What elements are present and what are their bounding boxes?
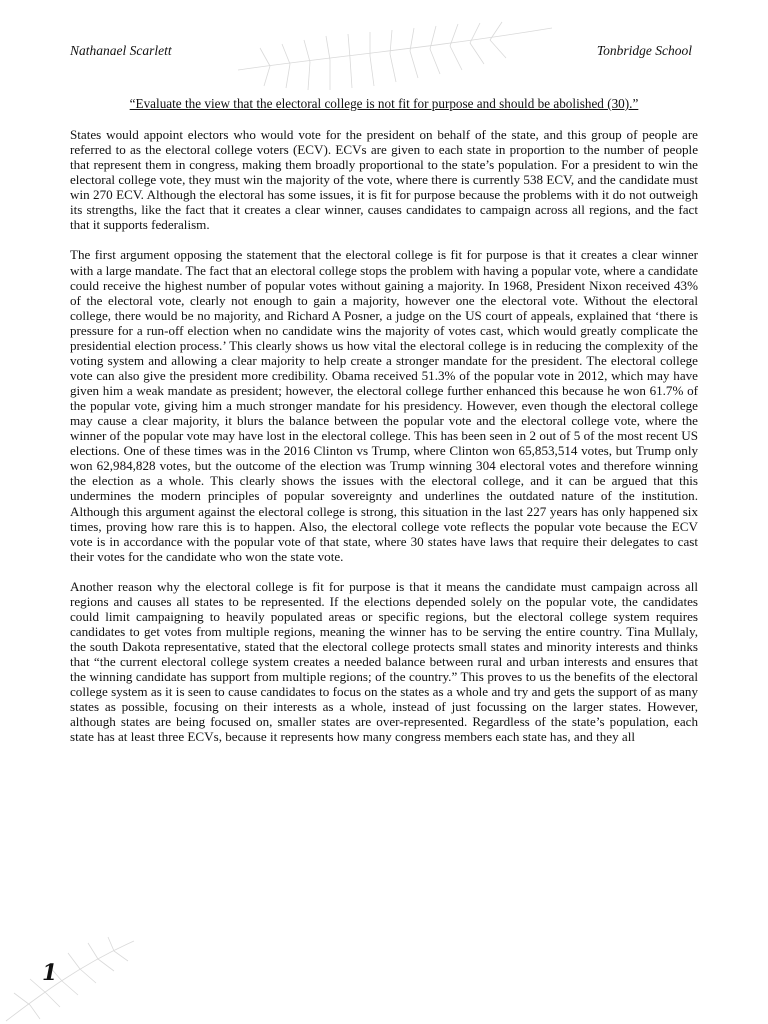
essay-question: “Evaluate the view that the electoral college is not fit for purpose and should be abolished (30).”: [129, 96, 639, 111]
essay-paragraph-clear-winner: The first argument opposing the statement that the electoral college is fit for purpose is that it creates a clear winner with a large mandate. The fact that an electoral college stops the problem with having a popular vote, where a candidate could receive the highest number of popular votes without gaining a majority. In 1968, President Nixon received 43% of the electoral vote, clearly not enough to gain a majority, however one the electoral vote. Without the electoral college, there would be no majority, and Richard A Posner, a judge on the US court of appeals, explained that ‘there is pressure for a run-off election when no candidate wins the majority of votes cast, which would greatly complicate the presidential election process.’ This clearly shows us how vital the electoral college is in reducing the complexity of the voting system and allowing a clear majority to help create a stronger mandate for the president. The electoral college vote can also give the president more credibility. Obama received 51.3% of the popular vote in 2012, which may have given him a weak mandate as president; however, the electoral college further enhanced this because he won 61.7% of the popular vote, giving him a much stronger mandate for his presidency. However, even though the electoral college may cause a clear majority, it blurs the balance between the popular vote and the electoral college vote, where the winner of the popular vote may have lost in the electoral college. This has been seen in 2 out of 5 of the most recent US elections. One of these times was in the 2016 Clinton vs Trump, where Clinton won 65,853,514 votes, but Trump only won 62,984,828 votes, but the outcome of the election was Trump winning 304 electoral votes and therefore winning the election as a whole. This clearly shows the issues with the electoral college, and it can be argued that this undermines the modern principles of popular sovereignty and underlines the outdated nature of the institution. Although this argument against the electoral college is strong, this situation in the last 227 years has only happened six times, proving how rare this is to happen. Also, the electoral college vote reflects the popular vote because the ECV vote is in accordance with the popular vote of that state, where 30 states have laws that require their delegates to cast their votes for the candidate who won the state vote.: [70, 247, 698, 564]
page-number: 1: [42, 960, 58, 986]
author-name: Nathanael Scarlett: [70, 43, 172, 58]
school-name: Tonbridge School: [596, 43, 692, 58]
essay-body: [70, 127, 698, 759]
essay-paragraph-campaign-regions: Another reason why the electoral college is fit for purpose is that it means the candidate must campaign across all regions and causes all states to be represented. If the elections depended solely on the popular vote, the candidates could limit campaigning to heavily populated areas or specific regions, but the electoral college system requires candidates to get votes from multiple regions, meaning the winner has to be serving the entire country. Tina Mullaly, the south Dakota representative, stated that the electoral college protects small states and minority interests and thinks that “the current electoral college system creates a needed balance between rural and urban interests and ensures that the winning candidate has support from multiple regions; of the country.” This proves to us the benefits of the electoral college system as it is seen to cause candidates to focus on the states as a whole and try and gets the support of as many states as possible, focusing on their interests as a whole, instead of just focussing on the larger states. However, although states are being focused on, smaller states are over-represented. Regardless of the state’s population, each state has at least three ECVs, because it represents how many congress members each state has, and they all: [70, 578, 698, 745]
feather-watermark-bottom: [0, 935, 140, 1024]
feather-watermark-top: [230, 18, 560, 98]
essay-paragraph-introduction: States would appoint electors who would vote for the president on behalf of the state, and this group of people are referred to as the electoral college voters (ECV). ECVs are given to each state in proportion to the number of people that represent them in congress, making them broadly proportional to the state’s population. For a president to win the electoral college vote, they must win the majority of the vote, where there is currently 538 ECV, and the candidate must win 270 ECV. Although the electoral has some issues, it is fit for purpose because the problems with it do not outweigh its strengths, like the fact that it creates a clear winner, causes candidates to campaign across all regions, and the fact that it supports federalism.: [70, 127, 698, 233]
